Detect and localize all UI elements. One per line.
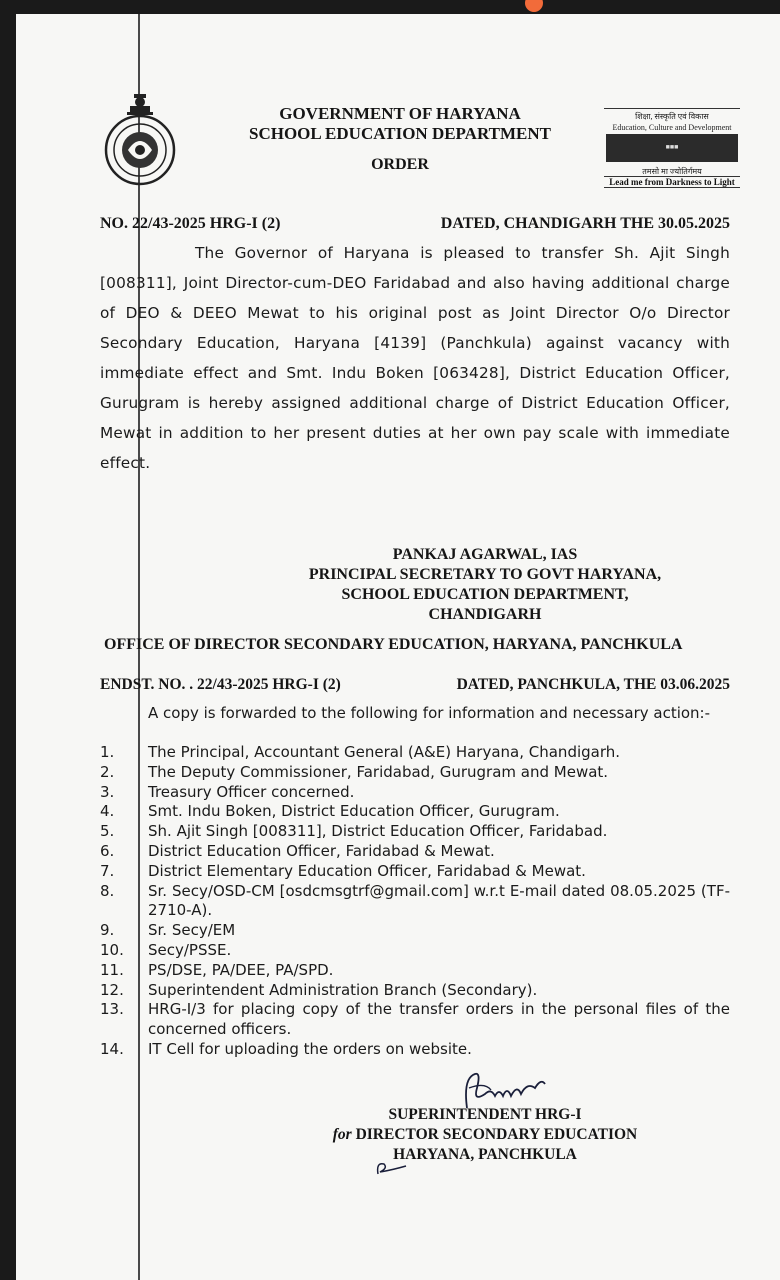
signatory1-name: PANKAJ AGARWAL, IAS <box>392 546 578 563</box>
list-item-number: 12. <box>100 980 124 999</box>
handwritten-initial <box>372 1154 412 1180</box>
endorsement-intro: A copy is forwarded to the following for information and necessary action:- <box>148 704 711 722</box>
signatory2-title: SUPERINTENDENT HRG-I <box>388 1106 582 1123</box>
order-body: The Governor of Haryana is pleased to transfer Sh. Ajit Singh [008311], Joint Director-cum-DEO Faridabad and also having additional charge of DEO & DEEO Mewat to his original post as Joint Director O/o Director Secondary Education, Haryana [4139] (Panchkula) against vacancy with immediate effect and Smt. Indu Boken [063428], District Education Officer, Gurugram is hereby assigned additional charge of District Education Officer, Mewat in addition to her present duties at her own pay scale with immediate effect. <box>100 244 730 472</box>
list-item-number: 10. <box>100 940 124 959</box>
list-item <box>100 802 730 822</box>
list-item <box>100 921 730 941</box>
header-government: GOVERNMENT OF HARYANA <box>279 104 521 123</box>
header-order: ORDER <box>371 156 429 173</box>
list-item <box>100 1040 730 1060</box>
list-item-number: 8. <box>100 881 115 900</box>
list-item-text: Smt. Indu Boken, District Education Officer, Gurugram. <box>148 802 560 821</box>
list-item <box>100 743 730 763</box>
list-item <box>100 783 730 803</box>
distribution-list <box>100 743 730 1060</box>
endorsement-date: DATED, PANCHKULA, THE 03.06.2025 <box>456 676 730 693</box>
list-item-text: Sh. Ajit Singh [008311], District Education Officer, Faridabad. <box>148 822 608 841</box>
list-item-text: District Elementary Education Officer, Faridabad & Mewat. <box>148 861 586 880</box>
order-date: DATED, CHANDIGARH THE 30.05.2025 <box>440 215 730 232</box>
list-item <box>100 822 730 842</box>
list-item-text: The Deputy Commissioner, Faridabad, Gurugram and Mewat. <box>148 762 609 781</box>
list-item <box>100 842 730 862</box>
list-item-number: 11. <box>100 960 124 979</box>
list-item-number: 1. <box>100 743 115 761</box>
logo-hindi-bottom: तमसो मा ज्योतिर्गमय <box>642 167 702 176</box>
list-item-text: Secy/PSSE. <box>148 940 232 959</box>
for-word: for <box>332 1126 352 1143</box>
list-item-number: 7. <box>100 861 115 880</box>
list-item-number: 13. <box>100 1000 124 1019</box>
logo-banner-icon: ■■■ <box>606 134 738 162</box>
signatory1-dept: SCHOOL EDUCATION DEPARTMENT, <box>341 586 629 603</box>
list-item-text: PS/DSE, PA/DEE, PA/SPD. <box>148 960 334 979</box>
list-item <box>100 941 730 961</box>
order-number: NO. 22/43-2025 HRG-I (2) <box>100 215 281 232</box>
list-item <box>100 862 730 882</box>
list-item-number: 6. <box>100 841 115 860</box>
endorsement-reference-line <box>100 676 730 694</box>
signatory2-place: HARYANA, PANCHKULA <box>393 1146 577 1163</box>
for-text: DIRECTOR SECONDARY EDUCATION <box>351 1126 638 1143</box>
list-item-number: 4. <box>100 802 115 821</box>
signatory2-for-line <box>300 1126 670 1144</box>
list-item-number: 5. <box>100 822 115 841</box>
signatory1-title: PRINCIPAL SECRETARY TO GOVT HARYANA, <box>308 566 662 583</box>
list-item-number: 14. <box>100 1039 124 1058</box>
list-item-number: 9. <box>100 921 115 940</box>
logo-english-top: Education, Culture and Development <box>612 123 732 132</box>
list-item <box>100 1000 730 1040</box>
list-item <box>100 961 730 981</box>
endorsement-number: ENDST. NO. . 22/43-2025 HRG-I (2) <box>100 676 341 693</box>
signatory1-place: CHANDIGARH <box>428 606 542 623</box>
list-item-text: Sr. Secy/EM <box>148 921 236 940</box>
state-emblem-icon <box>100 92 180 188</box>
list-item <box>100 981 730 1001</box>
list-item-text: Treasury Officer concerned. <box>148 782 355 801</box>
list-item <box>100 763 730 783</box>
list-item-text: Superintendent Administration Branch (Secondary). <box>148 980 538 999</box>
list-item-text: IT Cell for uploading the orders on website. <box>148 1039 472 1058</box>
list-item <box>100 882 730 922</box>
list-item-number: 2. <box>100 762 115 781</box>
header-department: SCHOOL EDUCATION DEPARTMENT <box>249 124 551 143</box>
logo-english-bottom: Lead me from Darkness to Light <box>604 176 740 188</box>
list-item-text: HRG-I/3 for placing copy of the transfer orders in the personal files of the concerned officers. <box>148 1000 730 1039</box>
list-item-number: 3. <box>100 782 115 801</box>
list-item-text: Sr. Secy/OSD-CM [osdcmsgtrf@gmail.com] w.r.t E-mail dated 08.05.2025 (TF-2710-A). <box>148 881 730 920</box>
list-item-text: District Education Officer, Faridabad & Mewat. <box>148 841 495 860</box>
education-logo <box>604 108 740 188</box>
office-line: OFFICE OF DIRECTOR SECONDARY EDUCATION, HARYANA, PANCHKULA <box>104 636 683 653</box>
notification-dot <box>525 0 543 12</box>
list-item-text: The Principal, Accountant General (A&E) Haryana, Chandigarh. <box>148 743 621 761</box>
logo-hindi-top: शिक्षा, संस्कृति एवं विकास <box>604 108 740 122</box>
order-reference-line <box>100 215 730 233</box>
